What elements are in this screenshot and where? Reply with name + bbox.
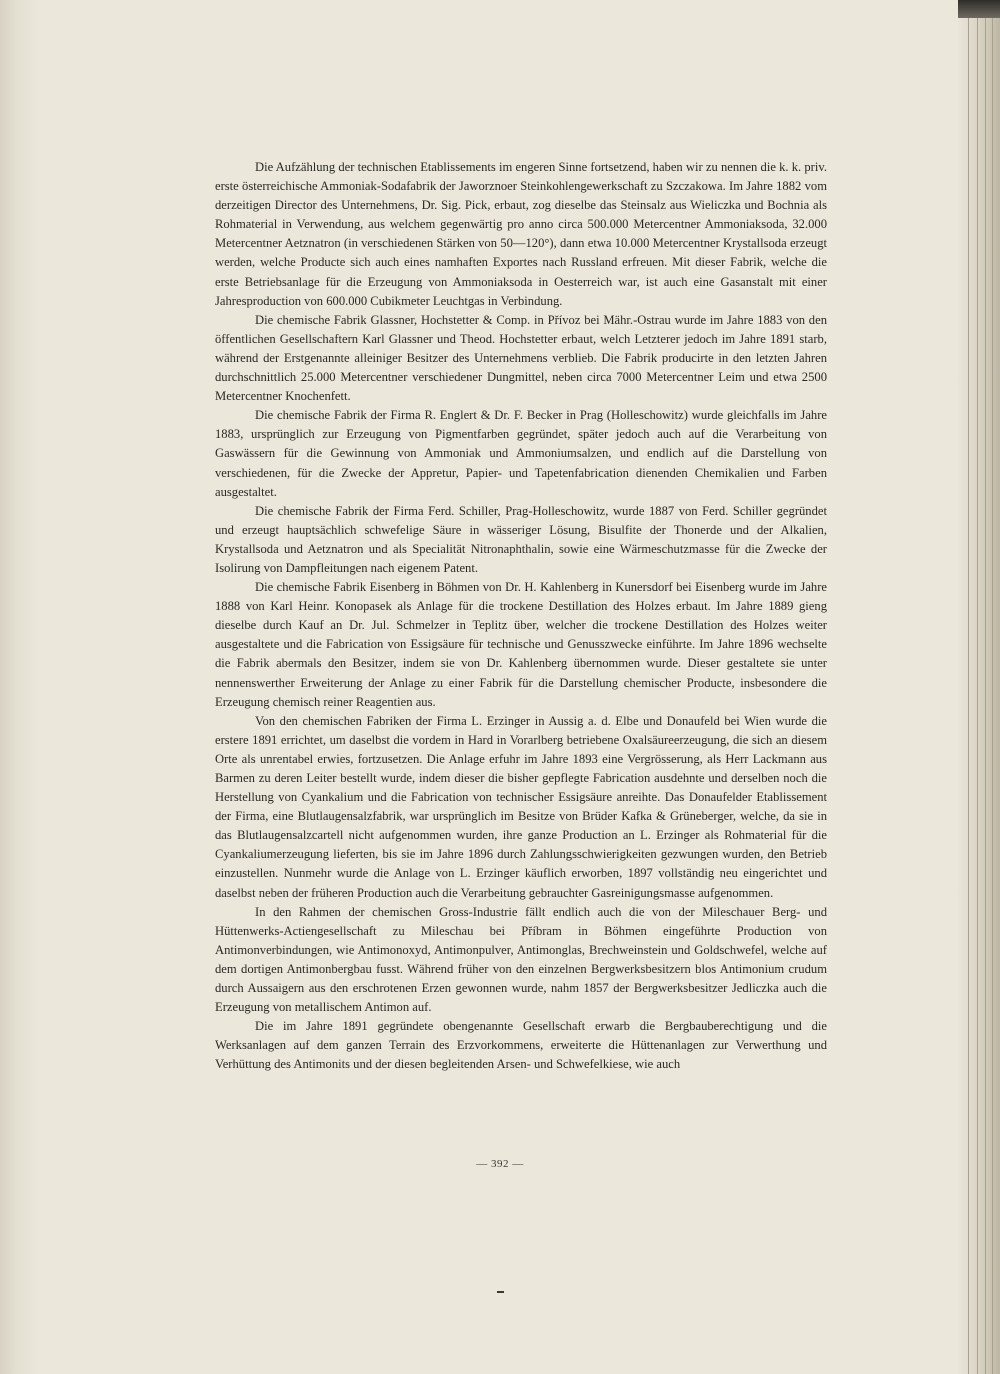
book-corner: [958, 0, 1000, 18]
page-number: — 392 —: [476, 1158, 524, 1170]
body-text: [215, 158, 827, 1075]
paragraph: Die im Jahre 1891 gegründete obengenannte Gesellschaft erwarb die Bergbauberechtigung und die Werksanlagen auf dem ganzen Terrain des Erzvorkommens, erweiterte die Hüttenanlagen zur Verwerthung und Verhüttung des Antimonits und der diesen begleitenden Arsen- und Schwefelkiese, wie auch: [215, 1019, 827, 1072]
paragraph: Die chemische Fabrik der Firma Ferd. Schiller, Prag-Holleschowitz, wurde 1887 von Ferd. Schiller gegründet und erzeugt hauptsächlich schwefelige Säure in wässeriger Lösung, Bisulfite der Thonerde und der Alkalien, Krystallsoda und Aetznatron und als Specialität Nitronaphthalin, sowie eine Wärmeschutzmasse für die Zwecke der Isolirung von Dampfleitungen nach eigenem Patent.: [215, 503, 827, 575]
paragraph: Die Aufzählung der technischen Etablissements im engeren Sinne fortsetzend, haben wir zu nennen die k. k. priv. erste österreichische Ammoniak-Sodafabrik der Jaworznoer Steinkohlengewerkschaft zu Szczakowa. Im Jahre 1882 vom derzeitigen Director des Unternehmens, Dr. Sig. Pick, erbaut, zog dieselbe das Steinsalz aus Wieliczka und Bochnia als Rohmaterial in Verwendung, aus welchem gegenwärtig pro anno circa 500.000 Metercentner Ammoniaksoda, 32.000 Metercentner Aetznatron (in verschiedenen Stärken von 50—120°), dann etwa 10.000 Metercentner Krystallsoda erzeugt werden, welche Producte sich auch eines namhaften Exportes nach Russland erfreuen. Mit dieser Fabrik, welche die erste Betriebsanlage für die Erzeugung von Ammoniaksoda in Oesterreich war, ist auch eine Gasanstalt mit einer Jahresproduction von 600.000 Cubikmeter Leuchtgas in Verbindung.: [215, 160, 827, 308]
paragraph: Von den chemischen Fabriken der Firma L. Erzinger in Aussig a. d. Elbe und Donaufeld bei Wien wurde die erstere 1891 errichtet, um daselbst die vordem in Hard in Vorarlberg betriebene Oxalsäureerzeugung, die sich an diesem Orte als unrentabel erwies, fortzusetzen. Die Anlage erfuhr im Jahre 1893 eine Vergrösserung, als Herr Lackmann aus Barmen zu deren Leiter bestellt wurde, indem dieser die bisher gepflegte Fabrication ausdehnte und derselben noch die Herstellung von Cyankalium und die Fabrication von technischer Essigsäure anreihte. Das Donaufelder Etablissement der Firma, eine Blutlaugensalzfabrik, war ursprünglich im Besitze von Brüder Kafka & Grüneberger, welche, da sie in das Blutlaugensalzcartell nicht aufgenommen wurden, ihre ganze Production an L. Erzinger als Rohmaterial für die Cyankaliumerzeugung lieferten, bis sie im Jahre 1896 durch Zahlungsschwierigkeiten gezwungen wurden, den Betrieb einzustellen. Nunmehr wurde die Anlage von L. Erzinger käuflich erworben, 1897 vollständig neu eingerichtet und daselbst neben der früheren Production auch die Verarbeitung gebrauchter Gasreinigungsmasse aufgenommen.: [215, 713, 827, 900]
paragraph: Die chemische Fabrik Eisenberg in Böhmen von Dr. H. Kahlenberg in Kunersdorf bei Eisenberg wurde im Jahre 1888 von Karl Heinr. Konopasek als Anlage für die trockene Destillation des Holzes erbaut. Im Jahre 1889 gieng dieselbe durch Kauf an Dr. Jul. Schmelzer in Teplitz über, welcher die trockene Destillation des Holzes weiter ausgestaltete und die Fabrication von Essigsäure für technische und Genusszwecke einführte. Im Jahre 1896 wechselte die Fabrik abermals den Besitzer, indem sie von Dr. Kahlenberg übernommen wurde. Dieser gestaltete sie unter nennenswerther Erweiterung der Anlage zu einer Fabrik für die Darstellung chemischer Producte, insbesondere die Erzeugung chemisch reiner Reagentien aus.: [215, 580, 827, 709]
paragraph: In den Rahmen der chemischen Gross-Industrie fällt endlich auch die von der Mileschauer Berg- und Hüttenwerks-Actiengesellschaft zu Mileschau bei Příbram in Böhmen eingeführte Production von Antimonverbindungen, wie Antimonoxyd, Antimonpulver, Antimonglas, Brechweinstein und Goldschwefel, welche auf dem dortigen Antimonbergbau fusst. Während früher von den einzelnen Bergwerksbesitzern blos Antimonium crudum durch Aussaigern aus den erschrotenen Erzen gewonnen wurde, nahm 1857 der Bergwerksbesitzer Jedliczka auch die Erzeugung von metallischem Antimon auf.: [215, 904, 827, 1015]
print-mark: [497, 1291, 504, 1293]
paragraph: Die chemische Fabrik Glassner, Hochstetter & Comp. in Přívoz bei Mähr.-Ostrau wurde im Jahre 1883 von den öffentlichen Gesellschaftern Karl Glassner und Theod. Hochstetter erbaut, welch Letzterer jedoch im Jahre 1891 starb, während der Erstgenannte alleiniger Besitzer des Unternehmens verblieb. Die Fabrik producirte in den letzten Jahren durchschnittlich 25.000 Metercentner verschiedener Dungmittel, neben circa 7000 Metercentner Leim und etwa 2500 Metercentner Knochenfett.: [215, 312, 827, 404]
paragraph: Die chemische Fabrik der Firma R. Englert & Dr. F. Becker in Prag (Holleschowitz) wurde gleichfalls im Jahre 1883, ursprünglich zur Erzeugung von Pigmentfarben gegründet, später jedoch auch auf die Verarbeitung von Gaswässern für die Gewinnung von Ammoniak und Ammoniumsalzen, und endlich auf die Darstellung von verschiedenen, für die Zwecke der Appretur, Papier- und Tapetenfabrication dienenden Chemikalien und Farben ausgestaltet.: [215, 408, 827, 499]
